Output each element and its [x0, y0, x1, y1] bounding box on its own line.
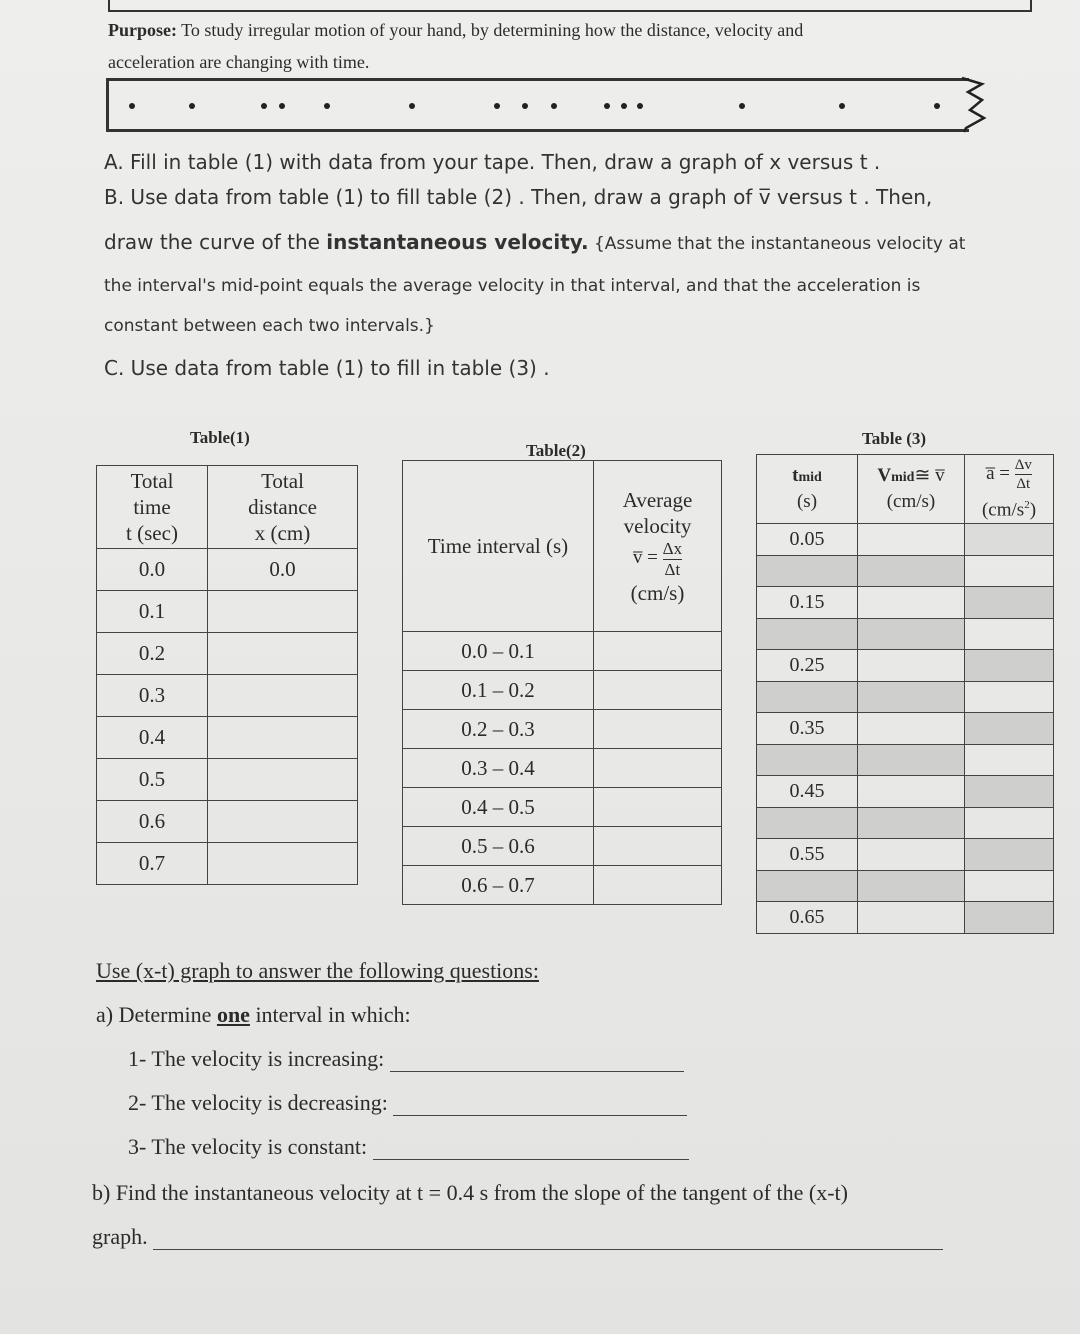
top-frame	[108, 0, 1032, 12]
table1-row	[97, 801, 358, 843]
table3-row	[757, 555, 1054, 587]
question-2	[128, 1090, 687, 1116]
table2-interval-cell: 0.0 – 0.1	[403, 632, 594, 671]
table3-tmid-cell: 0.65	[757, 902, 858, 934]
question-3	[128, 1134, 689, 1160]
question-1	[128, 1046, 684, 1072]
table-2	[402, 460, 722, 905]
table3-row	[757, 681, 1054, 713]
question-a	[96, 1002, 411, 1028]
table3-row	[757, 713, 1054, 745]
table3-tmid-cell: 0.55	[757, 839, 858, 871]
table-1	[96, 465, 358, 885]
table2-velocity-cell[interactable]	[594, 632, 722, 671]
table3-acc-cell-shaded[interactable]	[965, 902, 1054, 934]
instruction-b: B. Use data from table (1) to fill table (2) . Then, draw a graph of v̅ versus t . Then,	[104, 185, 933, 209]
table3-header-vmid: Vmid≅ v̅ (cm/s)	[858, 455, 965, 524]
table2-interval-cell: 0.3 – 0.4	[403, 749, 594, 788]
questions-heading: Use (x-t) graph to answer the following questions:	[96, 958, 539, 983]
table3-acc-cell-shaded[interactable]	[965, 587, 1054, 619]
table3-acc-cell-shaded[interactable]	[965, 713, 1054, 745]
table2-interval-cell: 0.6 – 0.7	[403, 866, 594, 905]
tape-torn-end	[960, 70, 1000, 140]
table3-row	[757, 776, 1054, 808]
table3-vmid-cell-shaded[interactable]	[858, 618, 965, 650]
table1-distance-cell[interactable]: 0.0	[208, 549, 358, 591]
table2-velocity-cell[interactable]	[594, 866, 722, 905]
table3-tmid-cell: 0.05	[757, 524, 858, 556]
table1-distance-cell[interactable]	[208, 759, 358, 801]
table3-vmid-cell[interactable]	[858, 587, 965, 619]
table3-row	[757, 524, 1054, 556]
instruction-b2-post: {Assume that the instantaneous velocity at	[588, 234, 966, 254]
table2-velocity-cell[interactable]	[594, 788, 722, 827]
table1-row	[97, 591, 358, 633]
purpose-label: Purpose:	[108, 20, 177, 40]
table3-row	[757, 587, 1054, 619]
table1-distance-cell[interactable]	[208, 675, 358, 717]
table1-distance-cell[interactable]	[208, 843, 358, 885]
table3-acc-cell[interactable]	[965, 807, 1054, 839]
table3-vmid-cell-shaded[interactable]	[858, 555, 965, 587]
question-2-label: 2- The velocity is decreasing:	[128, 1090, 388, 1115]
table3-acc-cell-shaded[interactable]	[965, 524, 1054, 556]
table1-row	[97, 843, 358, 885]
table2-velocity-cell[interactable]	[594, 710, 722, 749]
table1-distance-cell[interactable]	[208, 633, 358, 675]
table3-vmid-cell[interactable]	[858, 713, 965, 745]
table1-time-cell: 0.7	[97, 843, 208, 885]
table3-acc-cell[interactable]	[965, 681, 1054, 713]
table3-acc-cell[interactable]	[965, 555, 1054, 587]
table2-velocity-cell[interactable]	[594, 671, 722, 710]
table3-acc-cell-shaded[interactable]	[965, 776, 1054, 808]
table2-row	[403, 788, 722, 827]
table3-acc-cell[interactable]	[965, 618, 1054, 650]
table1-time-cell: 0.0	[97, 549, 208, 591]
table3-acc-cell-shaded[interactable]	[965, 839, 1054, 871]
table1-distance-cell[interactable]	[208, 801, 358, 843]
table3-gap-cell	[757, 681, 858, 713]
table3-acc-cell[interactable]	[965, 870, 1054, 902]
table3-row	[757, 744, 1054, 776]
question-1-label: 1- The velocity is increasing:	[128, 1046, 385, 1071]
table2-interval-cell: 0.4 – 0.5	[403, 788, 594, 827]
table1-row	[97, 717, 358, 759]
table3-vmid-cell[interactable]	[858, 839, 965, 871]
table1-time-cell: 0.2	[97, 633, 208, 675]
table3-gap-cell	[757, 870, 858, 902]
table1-caption: Table(1)	[190, 428, 250, 447]
table3-gap-cell	[757, 555, 858, 587]
table2-caption: Table(2)	[526, 441, 586, 460]
table2-header-interval: Time interval (s)	[403, 461, 594, 632]
answer-line-3[interactable]	[373, 1159, 689, 1160]
table2-interval-cell: 0.5 – 0.6	[403, 827, 594, 866]
table3-vmid-cell-shaded[interactable]	[858, 870, 965, 902]
table1-header-time: Total time t (sec)	[97, 466, 208, 549]
table1-time-cell: 0.6	[97, 801, 208, 843]
purpose-text	[108, 14, 1028, 78]
table3-vmid-cell[interactable]	[858, 776, 965, 808]
table3-tmid-cell: 0.25	[757, 650, 858, 682]
question-3-label: 3- The velocity is constant:	[128, 1134, 368, 1159]
question-b: b) Find the instantaneous velocity at t = 0.4 s from the slope of the tangent of the (x-t)	[92, 1180, 848, 1205]
table1-distance-cell[interactable]	[208, 591, 358, 633]
table3-row	[757, 650, 1054, 682]
table3-caption: Table (3)	[862, 429, 927, 448]
table1-time-cell: 0.5	[97, 759, 208, 801]
table1-row	[97, 675, 358, 717]
question-a-post: interval in which:	[249, 1002, 411, 1027]
table2-header-velocity: Average velocity v̅ = $\frac{\Delta x}{\Delta t}$ (cm/s)	[594, 461, 722, 632]
table2-row	[403, 749, 722, 788]
purpose-text-1: To study irregular motion of your hand, by determining how the distance, velocity and	[177, 20, 804, 40]
ticker-tape	[106, 78, 969, 132]
table-3	[756, 454, 1054, 934]
table1-row	[97, 549, 358, 591]
table3-acc-cell-shaded[interactable]	[965, 650, 1054, 682]
table3-tmid-cell: 0.15	[757, 587, 858, 619]
table3-vmid-cell[interactable]	[858, 650, 965, 682]
table3-tmid-cell: 0.35	[757, 713, 858, 745]
table1-distance-cell[interactable]	[208, 717, 358, 759]
table1-header-distance: Total distance x (cm)	[208, 466, 358, 549]
instruction-a: A. Fill in table (1) with data from your tape. Then, draw a graph of x versus t .	[104, 150, 881, 174]
table3-gap-cell	[757, 618, 858, 650]
instruction-note-2: constant between each two intervals.}	[104, 316, 435, 336]
table3-tmid-cell: 0.45	[757, 776, 858, 808]
table2-interval-cell: 0.2 – 0.3	[403, 710, 594, 749]
question-b2-label: graph.	[92, 1224, 148, 1249]
instruction-b-continued	[104, 230, 965, 254]
table3-row	[757, 902, 1054, 934]
table1-row	[97, 633, 358, 675]
table2-row	[403, 632, 722, 671]
table3-row	[757, 807, 1054, 839]
table2-interval-cell: 0.1 – 0.2	[403, 671, 594, 710]
answer-line-2[interactable]	[393, 1115, 687, 1116]
table2-row	[403, 827, 722, 866]
table3-row	[757, 870, 1054, 902]
table3-vmid-cell[interactable]	[858, 524, 965, 556]
table1-time-cell: 0.1	[97, 591, 208, 633]
answer-line-1[interactable]	[390, 1071, 684, 1072]
purpose-text-2: acceleration are changing with time.	[108, 52, 370, 72]
table3-gap-cell	[757, 744, 858, 776]
answer-line-b[interactable]	[153, 1249, 943, 1250]
table3-row	[757, 839, 1054, 871]
instruction-note-1: the interval's mid-point equals the average velocity in that interval, and that the acceleration is	[104, 276, 921, 296]
table2-row	[403, 710, 722, 749]
table2-velocity-cell[interactable]	[594, 749, 722, 788]
table3-vmid-cell-shaded[interactable]	[858, 744, 965, 776]
instruction-b2-bold: instantaneous velocity.	[326, 230, 589, 254]
table1-row	[97, 759, 358, 801]
table3-header-acc: a̅ = $\frac{\Delta v}{\Delta t}$ $(cm/s^2)$	[965, 455, 1054, 524]
question-a-pre: a) Determine	[96, 1002, 217, 1027]
table3-vmid-cell-shaded[interactable]	[858, 681, 965, 713]
table1-time-cell: 0.3	[97, 675, 208, 717]
table3-gap-cell	[757, 807, 858, 839]
instruction-c: C. Use data from table (1) to fill in table (3) .	[104, 356, 550, 380]
instruction-b2-pre: draw the curve of the	[104, 230, 327, 254]
table3-acc-cell[interactable]	[965, 744, 1054, 776]
table2-velocity-cell[interactable]	[594, 827, 722, 866]
table3-row	[757, 618, 1054, 650]
question-a-one: one	[216, 1002, 250, 1027]
table1-time-cell: 0.4	[97, 717, 208, 759]
table3-vmid-cell[interactable]	[858, 902, 965, 934]
table3-vmid-cell-shaded[interactable]	[858, 807, 965, 839]
table3-header-tmid: tmid (s)	[757, 455, 858, 524]
table2-row	[403, 866, 722, 905]
table2-row	[403, 671, 722, 710]
question-b-continued	[92, 1224, 943, 1250]
